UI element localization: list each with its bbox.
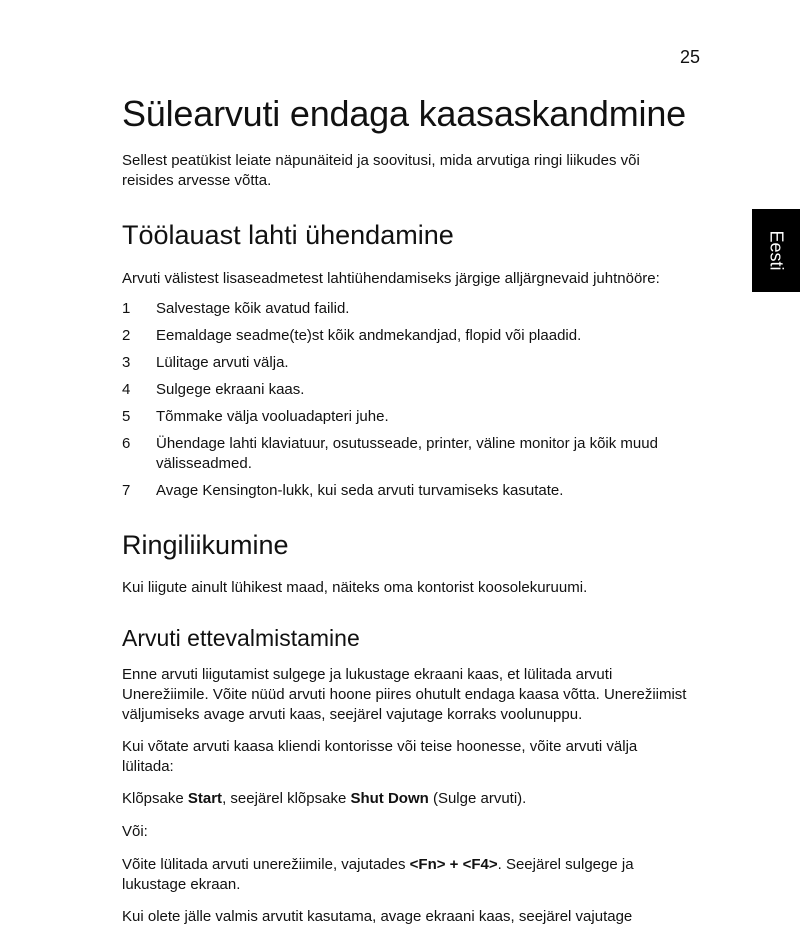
prepare-paragraph-2: Kui võtate arvuti kaasa kliendi kontorisse või teise hoonesse, võite arvuti välja lülitada: [122, 738, 638, 775]
step-text: Tõmmake välja vooluadapteri juhe. [156, 408, 389, 425]
step-number: 2 [122, 327, 131, 344]
list-item [122, 481, 692, 501]
step-number: 1 [122, 300, 131, 317]
intro-paragraph: Sellest peatükist leiate näpunäiteid ja soovitusi, mida arvutiga ringi liikudes või reisides arvesse võtta. [122, 152, 640, 189]
step-text: Salvestage kõik avatud failid. [156, 300, 350, 317]
step-number: 3 [122, 354, 131, 371]
start-command: Start [187, 790, 223, 807]
p5-prefix: Võite lülitada arvuti unerežiimile, vajutades [122, 856, 410, 873]
page-title: Sülearvuti endaga kaasaskandmine [122, 93, 686, 134]
p3-prefix: Klõpsake [122, 790, 188, 807]
list-item [122, 407, 692, 427]
language-tab [752, 209, 800, 292]
list-item [122, 380, 692, 400]
moving-paragraph: Kui liigute ainult lühikest maad, näiteks oma kontorist koosolekuruumi. [122, 579, 588, 596]
p3-middle: , seejärel klõpsake [222, 790, 351, 807]
list-item [122, 326, 692, 346]
step-text: Ühendage lahti klaviatuur, osutusseade, printer, väline monitor ja kõik muud välisseadmed. [156, 435, 658, 472]
shutdown-command: Shut Down [350, 790, 429, 807]
heading-moving: Ringiliikumine [122, 530, 289, 560]
heading-disconnect: Töölauast lahti ühendamine [122, 220, 454, 250]
step-number: 7 [122, 482, 131, 499]
prepare-paragraph-1: Enne arvuti liigutamist sulgege ja lukustage ekraani kaas, et lülitada arvuti Unerežiimile. Võite nüüd arvuti hoone piires ohutult endaga kaasa võtta. Unerežiimist väljumiseks avage arvuti kaas, seejärel vajutage korraks voolunuppu. [122, 666, 687, 723]
list-item [122, 353, 692, 373]
language-tab-label: Eesti [766, 230, 787, 271]
step-number: 5 [122, 408, 131, 425]
disconnect-lead: Arvuti välistest lisaseadmetest lahtiühendamiseks järgige alljärgnevaid juhtnööre: [122, 270, 660, 287]
step-text: Eemaldage seadme(te)st kõik andmekandjad, flopid või plaadid. [156, 327, 582, 344]
disconnect-steps-list [122, 299, 692, 508]
step-text: Sulgege ekraani kaas. [156, 381, 305, 398]
step-number: 6 [122, 435, 131, 452]
list-item [122, 299, 692, 319]
p3-suffix: (Sulge arvuti). [428, 790, 527, 807]
prepare-paragraph-4: Või: [122, 823, 148, 840]
prepare-paragraph-3 [122, 789, 692, 809]
p5-suffix: . Seejärel sulgege ja lukustage ekraan. [122, 856, 634, 893]
heading-prepare: Arvuti ettevalmistamine [122, 625, 360, 651]
prepare-paragraph-6: Kui olete jälle valmis arvutit kasutama, avage ekraani kaas, seejärel vajutage [122, 908, 633, 925]
list-item [122, 434, 692, 474]
step-number: 4 [122, 381, 131, 398]
prepare-paragraph-5 [122, 855, 692, 895]
key-combination: <Fn> + <F4> [409, 856, 498, 873]
step-text: Avage Kensington-lukk, kui seda arvuti turvamiseks kasutate. [156, 482, 564, 499]
step-text: Lülitage arvuti välja. [156, 354, 289, 371]
page-number: 25 [679, 47, 700, 67]
